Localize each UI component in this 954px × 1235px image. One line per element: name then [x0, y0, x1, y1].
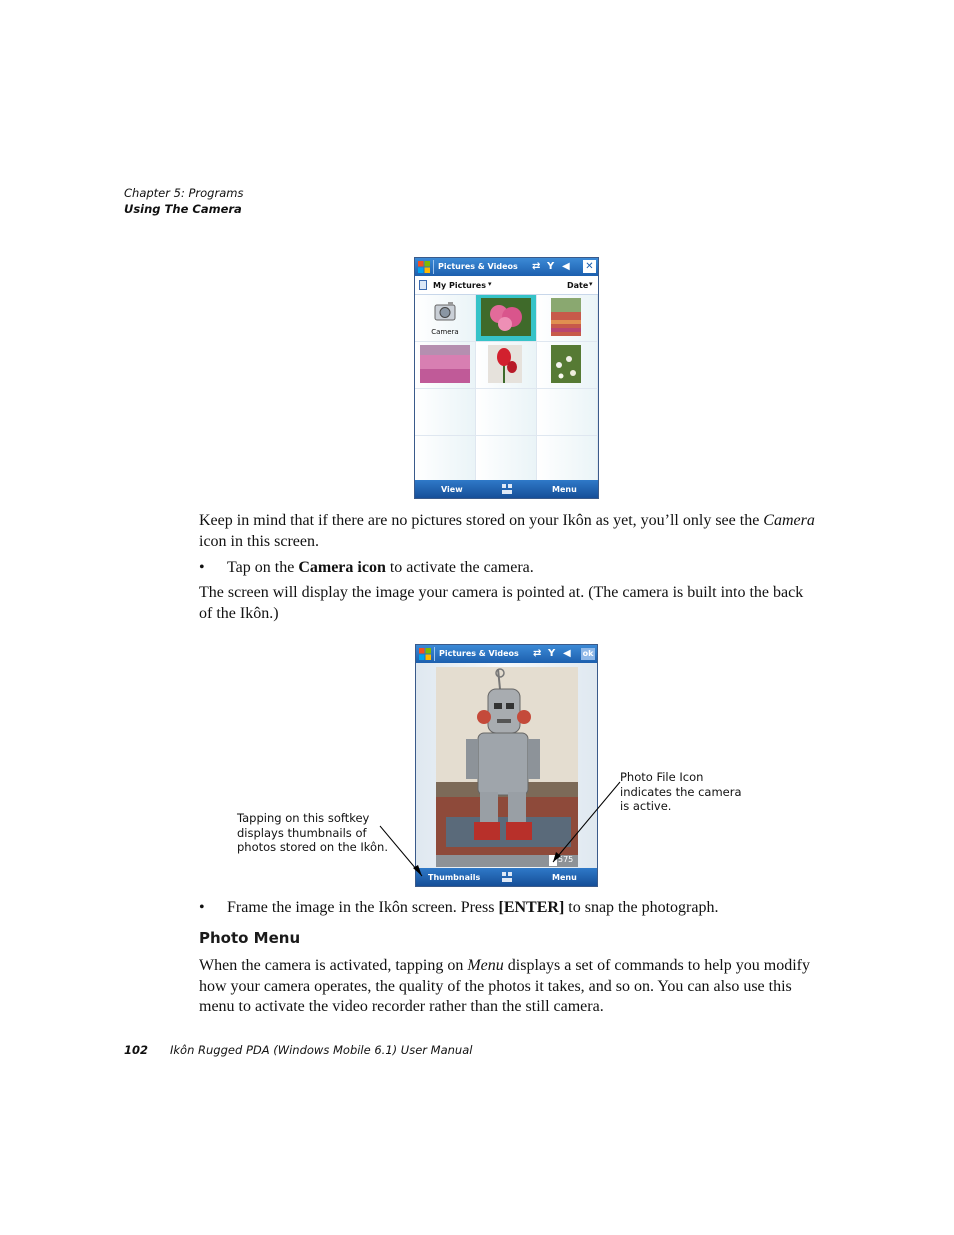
paragraph-camera-display: The screen will display the image your camera is pointed at. (The camera is built into the back of the Ikôn.)	[199, 584, 804, 622]
page-number: 102	[124, 1043, 149, 1057]
volume-icon[interactable]: ◀	[563, 648, 571, 659]
callout-thumbnails-softkey: Tapping on this softkey displays thumbnails of photos stored on the Ikôn.	[237, 811, 388, 854]
callout-photo-file-icon: Photo File Icon indicates the camera is active.	[620, 770, 742, 813]
view-softkey[interactable]: View	[441, 485, 463, 494]
chapter-header: Chapter 5: Programs	[124, 186, 244, 200]
menu-softkey[interactable]: Menu	[552, 873, 577, 882]
manual-title: Ikôn Rugged PDA (Windows Mobile 6.1) User Manual	[170, 1043, 473, 1057]
leader-line-photo-icon	[553, 782, 620, 862]
section-header: Using The Camera	[124, 202, 242, 216]
photo-counter: 575	[558, 855, 574, 864]
signal-icon[interactable]: Y	[547, 261, 555, 272]
camera-label: Camera	[431, 328, 459, 336]
ok-button[interactable]: ok	[582, 649, 594, 658]
paragraph-photo-menu: When the camera is activated, tapping on Menu displays a set of commands to help you modify how your camera operates, the quality of the photos it takes, and so on. You can also use this menu to activate the video recorder rather than the still camera.	[199, 957, 810, 1015]
window-title: Pictures & Videos	[439, 649, 519, 658]
connectivity-icon[interactable]: ⇄	[533, 648, 542, 659]
paragraph-no-pictures: Keep in mind that if there are no pictures stored on your Ikôn as yet, you’ll only see the Camera icon in this screen.	[199, 512, 815, 550]
volume-icon[interactable]: ◀	[562, 261, 570, 272]
thumbnails-softkey[interactable]: Thumbnails	[428, 873, 481, 882]
window-title: Pictures & Videos	[438, 262, 518, 271]
signal-icon[interactable]: Y	[548, 648, 556, 659]
connectivity-icon[interactable]: ⇄	[532, 261, 541, 272]
folder-dropdown[interactable]: My Pictures	[433, 281, 486, 290]
menu-softkey[interactable]: Menu	[552, 485, 577, 494]
chevron-down-icon[interactable]: ▾	[589, 280, 593, 288]
close-icon[interactable]: ✕	[583, 260, 596, 273]
photo-menu-heading: Photo Menu	[199, 929, 301, 947]
sort-dropdown[interactable]: Date	[567, 281, 589, 290]
chevron-down-icon[interactable]: ▾	[488, 280, 492, 288]
